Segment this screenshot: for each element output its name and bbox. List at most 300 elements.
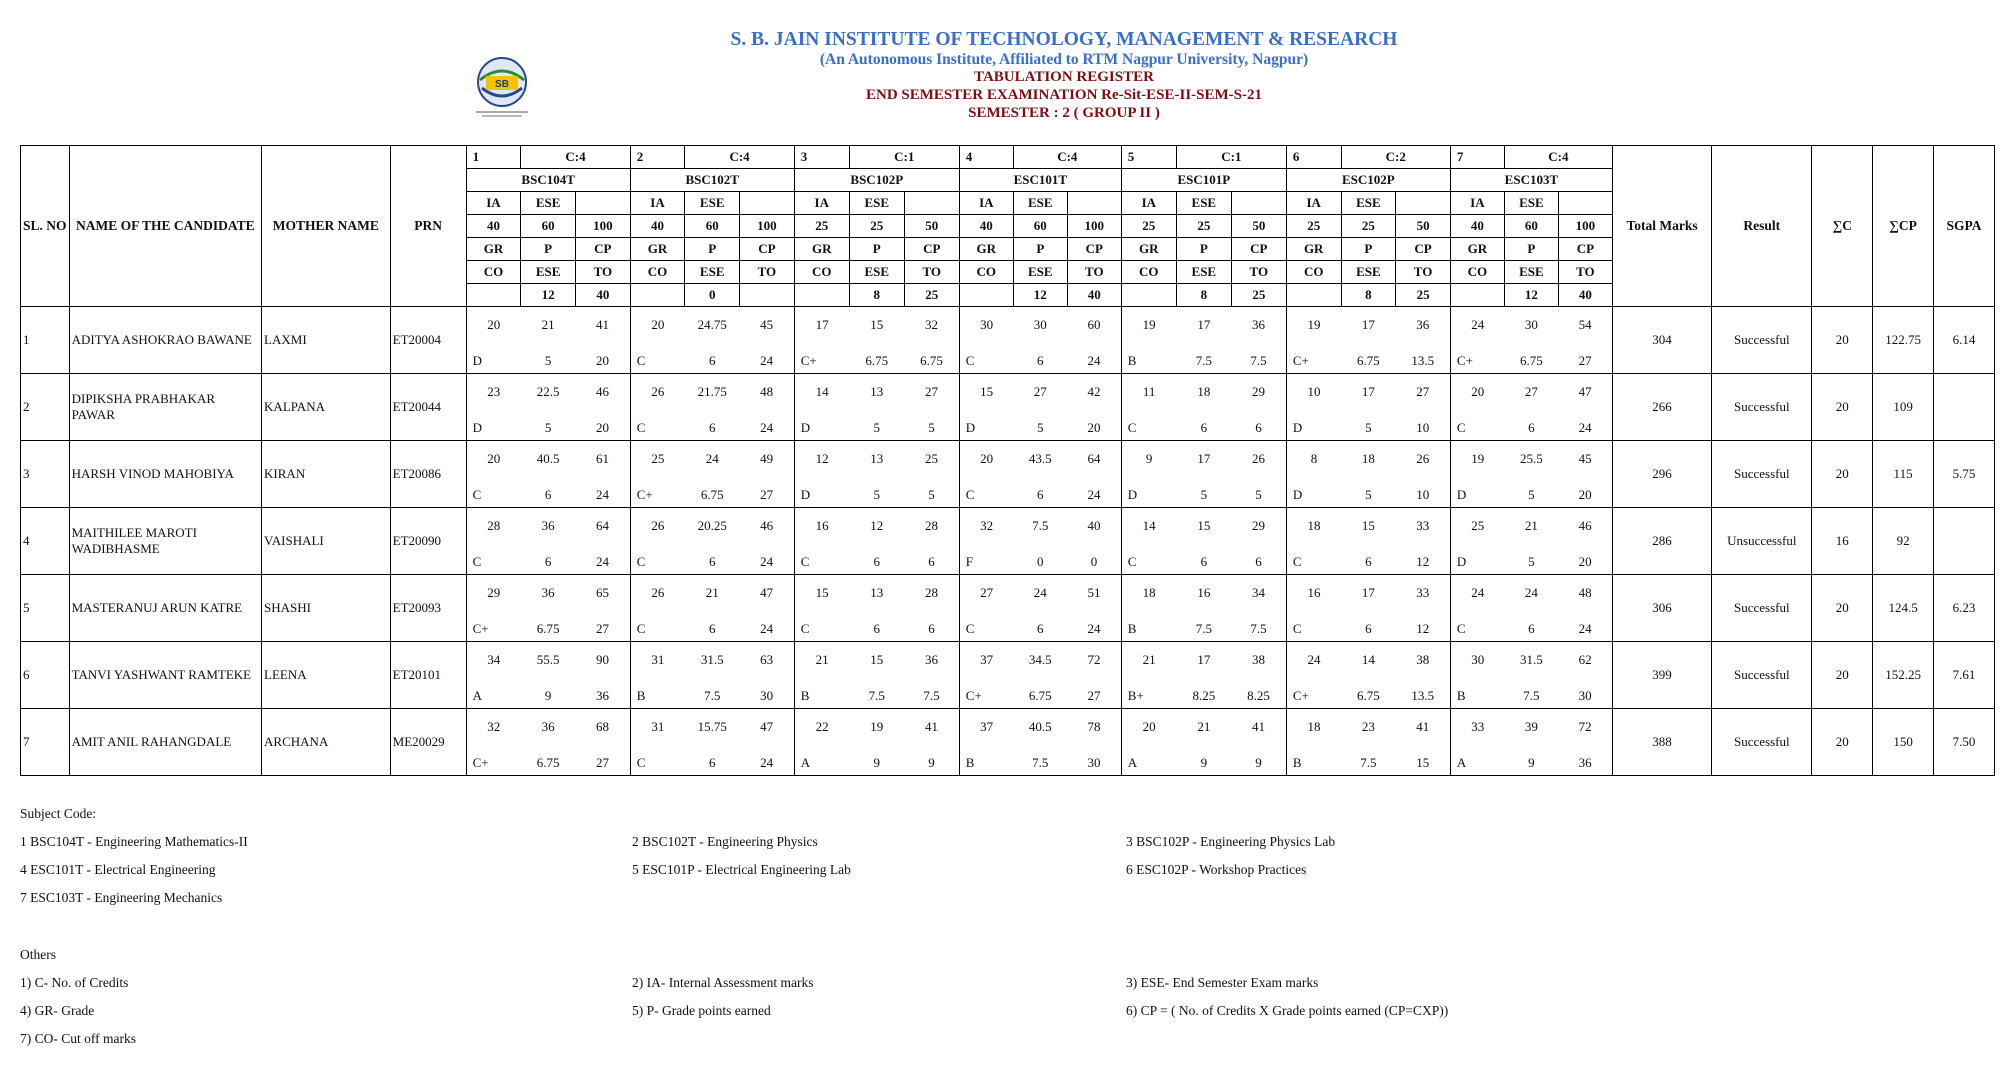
subject-code-item: 1 BSC104T - Engineering Mathematics-II [20, 834, 248, 849]
subject-r3-cell: GR [630, 238, 685, 261]
subject-r3-cell: P [1013, 238, 1067, 261]
grade-value: C [1127, 420, 1137, 435]
sum-credits-cell: 20 [1812, 307, 1873, 374]
grade-value: B [1292, 755, 1302, 770]
ese-label: ESE [1504, 192, 1558, 215]
grade-value: 24 [1578, 621, 1592, 636]
grade-value: 6 [708, 755, 716, 770]
grade-value: 6 [928, 621, 935, 636]
candidate-name-cell: DIPIKSHA PRABHAKAR PAWAR [69, 374, 261, 441]
marks-value: 15 [980, 384, 994, 399]
subject-code: ESC101T [959, 169, 1121, 192]
marks-value: 9 [1145, 451, 1153, 466]
marks-value: 21.75 [697, 384, 727, 399]
grade-value: C+ [472, 621, 489, 636]
subject-r4-cell: ESE [1013, 261, 1067, 284]
ia-label: IA [1121, 192, 1176, 215]
prn-cell: ET20004 [390, 307, 466, 374]
marks-value: 36 [1416, 317, 1430, 332]
marks-value: 36 [541, 585, 555, 600]
grade-value: C+ [636, 487, 653, 502]
grade-value: 6 [1528, 420, 1535, 435]
grade-value: 8.25 [1247, 688, 1270, 703]
marks-value: 30 [1471, 652, 1485, 667]
marks-value: 19 [1307, 317, 1321, 332]
subject-r3-cell: CP [1231, 238, 1286, 261]
marks-value: 47 [760, 585, 774, 600]
header-row [21, 146, 1995, 169]
marks-value: 37 [980, 652, 994, 667]
marks-value: 14 [1361, 652, 1375, 667]
grade-value: 5 [1365, 487, 1372, 502]
subject-r3-cell: GR [1286, 238, 1341, 261]
marks-value: 72 [1578, 719, 1592, 734]
subject-code-heading: Subject Code: [20, 806, 97, 821]
subject-credit: C:4 [685, 146, 794, 169]
marks-value: 34.5 [1028, 652, 1052, 667]
marks-value: 41 [924, 719, 938, 734]
subject-max-cell: 40 [1450, 215, 1504, 238]
grade-value: 24 [760, 353, 774, 368]
marks-value: 10 [1307, 384, 1321, 399]
marks-value: 15 [870, 652, 884, 667]
subject-marks-cell [1450, 709, 1612, 776]
prn-cell: ET20044 [390, 374, 466, 441]
marks-value: 46 [1578, 518, 1592, 533]
marks-value: 38 [1252, 652, 1265, 667]
ia-label: IA [1286, 192, 1341, 215]
mother-name-cell: KALPANA [262, 374, 391, 441]
subject-cut-cell [1450, 284, 1504, 307]
subject-marks-cell [630, 709, 794, 776]
grade-value: 24 [1578, 420, 1592, 435]
sum-cp-cell: 92 [1873, 508, 1934, 575]
marks-value: 45 [760, 317, 774, 332]
subject-max-cell: 50 [1396, 215, 1451, 238]
grade-value: 30 [1087, 755, 1101, 770]
grade-value: B [636, 688, 646, 703]
subject-r3-cell: GR [959, 238, 1013, 261]
subject-number: 3 [794, 146, 849, 169]
subject-r4-cell: CO [1121, 261, 1176, 284]
subject-marks-cell [1121, 441, 1286, 508]
grade-value: 20 [1087, 420, 1101, 435]
subject-cut-cell: 40 [576, 284, 631, 307]
total-marks-header: Total Marks [1612, 146, 1711, 307]
subject-r4-cell: CO [1286, 261, 1341, 284]
subject-marks-cell [630, 508, 794, 575]
marks-value: 48 [760, 384, 774, 399]
marks-value: 28 [487, 518, 501, 533]
marks-value: 19 [870, 719, 884, 734]
marks-value: 12 [870, 518, 884, 533]
grade-value: 24 [596, 487, 609, 502]
grade-value: 5 [1037, 420, 1044, 435]
total-marks-cell: 296 [1612, 441, 1711, 508]
grade-value: D [1292, 420, 1303, 435]
grade-value: 24 [760, 420, 774, 435]
grade-value: 5 [1255, 487, 1262, 502]
grade-value: 9 [1200, 755, 1208, 770]
marks-value: 20 [487, 317, 501, 332]
sl-no-cell: 3 [21, 441, 70, 508]
marks-value: 20 [1471, 384, 1485, 399]
subject-max-cell: 25 [1286, 215, 1341, 238]
grade-value: D [800, 487, 811, 502]
subject-number: 5 [1121, 146, 1176, 169]
student-row [21, 575, 1995, 642]
marks-value: 24 [1471, 585, 1485, 600]
marks-value: 36 [1252, 317, 1265, 332]
subject-max-cell: 40 [959, 215, 1013, 238]
marks-value: 26 [1252, 451, 1265, 466]
grade-value: 9 [1528, 755, 1535, 770]
grade-value: C [1456, 621, 1466, 636]
marks-value: 30 [1524, 317, 1538, 332]
blank-cell [1231, 192, 1286, 215]
marks-value: 64 [596, 518, 609, 533]
subject-r3-cell: CP [740, 238, 795, 261]
affiliation-line: (An Autonomous Institute, Affiliated to RTM Nagpur University, Nagpur) [819, 51, 1309, 68]
grade-value: F [965, 554, 974, 569]
subject-marks-cell [1286, 508, 1450, 575]
subject-max-cell: 25 [1121, 215, 1176, 238]
sl-no-cell: 6 [21, 642, 70, 709]
ese-label: ESE [1176, 192, 1231, 215]
marks-value: 31.5 [1520, 652, 1543, 667]
grade-value: A [1127, 755, 1138, 770]
marks-value: 78 [1087, 719, 1101, 734]
subject-marks-cell [1121, 508, 1286, 575]
subject-r3-cell: GR [1121, 238, 1176, 261]
grade-value: C [472, 487, 482, 502]
sl-no-cell: 1 [21, 307, 70, 374]
grade-value: C [636, 621, 646, 636]
subject-cut-cell: 25 [1396, 284, 1451, 307]
prn-cell: ME20029 [390, 709, 466, 776]
exam-title: END SEMESTER EXAMINATION Re-Sit-ESE-II-SEM-S-21 [865, 86, 1262, 103]
candidate-name-header: NAME OF THE CANDIDATE [69, 146, 261, 307]
student-row [21, 709, 1995, 776]
marks-value: 24 [1033, 585, 1047, 600]
grade-value: 6.75 [920, 353, 943, 368]
marks-value: 31 [651, 652, 665, 667]
marks-value: 21 [815, 652, 829, 667]
marks-value: 32 [487, 719, 501, 734]
sum-cp-header: ∑CP [1873, 146, 1934, 307]
total-marks-cell: 306 [1612, 575, 1711, 642]
marks-value: 48 [1578, 585, 1592, 600]
marks-value: 34 [487, 652, 501, 667]
subject-max-cell: 25 [849, 215, 904, 238]
marks-value: 46 [596, 384, 609, 399]
subject-marks-cell [630, 307, 794, 374]
grade-value: 0 [1090, 554, 1098, 569]
subject-marks-cell [1450, 441, 1612, 508]
subject-marks-cell [1121, 709, 1286, 776]
grade-value: 6 [708, 420, 716, 435]
grade-value: 6.75 [1356, 688, 1380, 703]
ese-label: ESE [849, 192, 904, 215]
grade-value: 36 [1578, 755, 1592, 770]
grade-value: D [965, 420, 976, 435]
marks-value: 15 [1197, 518, 1211, 533]
grade-value: 6 [1365, 554, 1372, 569]
ese-label: ESE [521, 192, 576, 215]
grade-value: D [1292, 487, 1303, 502]
marks-value: 33 [1416, 518, 1430, 533]
grade-value: 6 [1037, 487, 1044, 502]
subject-r4-cell: TO [1396, 261, 1451, 284]
grade-value: 20 [1578, 487, 1592, 502]
marks-value: 61 [596, 451, 609, 466]
prn-header: PRN [390, 146, 466, 307]
marks-value: 26 [651, 518, 665, 533]
subject-r3-cell: CP [576, 238, 631, 261]
grade-value: C [1127, 554, 1137, 569]
grade-value: B [800, 688, 810, 703]
subject-marks-cell [1286, 441, 1450, 508]
marks-value: 18 [1142, 585, 1156, 600]
grade-value: 7.5 [1360, 755, 1377, 770]
marks-value: 17 [1197, 451, 1211, 466]
grade-value: D [800, 420, 811, 435]
grade-value: C [1292, 554, 1302, 569]
marks-value: 62 [1578, 652, 1592, 667]
subject-marks-cell [959, 374, 1121, 441]
marks-value: 21 [541, 317, 555, 332]
sum-credits-header: ∑C [1812, 146, 1873, 307]
marks-value: 22.5 [536, 384, 560, 399]
subject-marks-cell [1450, 307, 1612, 374]
grade-value: 6 [708, 554, 716, 569]
grade-value: B [1127, 621, 1137, 636]
subject-r3-cell: P [1341, 238, 1396, 261]
result-cell: Successful [1712, 642, 1812, 709]
grade-value: 24 [760, 554, 774, 569]
ia-label: IA [466, 192, 521, 215]
subject-max-cell: 25 [794, 215, 849, 238]
marks-value: 27 [980, 585, 994, 600]
grade-value: 5 [1528, 554, 1535, 569]
result-cell: Successful [1712, 709, 1812, 776]
sum-cp-cell: 115 [1873, 441, 1934, 508]
marks-value: 27 [1033, 384, 1047, 399]
subject-marks-cell [794, 642, 959, 709]
grade-value: B+ [1127, 688, 1144, 703]
grade-value: 13.5 [1411, 688, 1435, 703]
subject-cut-cell [630, 284, 685, 307]
marks-value: 13 [870, 451, 884, 466]
marks-value: 13 [870, 585, 884, 600]
marks-value: 43.5 [1028, 451, 1052, 466]
subject-r4-cell: TO [1231, 261, 1286, 284]
grade-value: 5 [873, 420, 881, 435]
grade-value: 7.5 [1032, 755, 1049, 770]
marks-value: 18 [1307, 518, 1321, 533]
grade-value: C+ [800, 353, 817, 368]
subject-credit: C:4 [1504, 146, 1612, 169]
subject-max-cell: 50 [904, 215, 959, 238]
marks-value: 17 [1361, 384, 1375, 399]
subject-cut-cell [1286, 284, 1341, 307]
sl-no-cell: 2 [21, 374, 70, 441]
grade-value: C [1292, 621, 1302, 636]
subject-number: 6 [1286, 146, 1341, 169]
marks-value: 54 [1578, 317, 1592, 332]
grade-value: 5 [1200, 487, 1208, 502]
student-row [21, 307, 1995, 374]
marks-value: 11 [1142, 384, 1156, 399]
subject-r3-cell: P [521, 238, 576, 261]
legend-item: 6) CP = ( No. of Credits X Grade points earned (CP=CXP)) [1126, 1003, 1449, 1018]
marks-value: 13 [870, 384, 884, 399]
marks-value: 31.5 [700, 652, 724, 667]
marks-value: 31 [651, 719, 665, 734]
grade-value: 5 [1528, 487, 1535, 502]
sgpa-cell: 7.61 [1933, 642, 1994, 709]
grade-value: 9 [928, 755, 935, 770]
subject-marks-cell [466, 709, 630, 776]
grade-value: 24 [760, 755, 774, 770]
marks-value: 18 [1307, 719, 1321, 734]
subject-marks-cell [630, 575, 794, 642]
grade-value: D [1456, 554, 1467, 569]
grade-value: 6 [544, 554, 552, 569]
marks-value: 20 [487, 451, 501, 466]
subject-r3-cell: CP [1396, 238, 1451, 261]
grade-value: 6.75 [536, 621, 560, 636]
subject-cut-cell: 12 [1013, 284, 1067, 307]
marks-value: 60 [1087, 317, 1101, 332]
subject-r4-cell: CO [1450, 261, 1504, 284]
subject-marks-cell [466, 307, 630, 374]
total-marks-cell: 304 [1612, 307, 1711, 374]
subject-r3-cell: P [849, 238, 904, 261]
marks-value: 41 [1252, 719, 1265, 734]
subject-max-cell: 100 [1558, 215, 1612, 238]
marks-value: 18 [1197, 384, 1211, 399]
subject-marks-cell [630, 374, 794, 441]
subject-marks-cell [794, 508, 959, 575]
ese-label: ESE [685, 192, 740, 215]
subject-marks-cell [1286, 575, 1450, 642]
subject-marks-cell [1450, 642, 1612, 709]
marks-value: 32 [980, 518, 994, 533]
marks-value: 90 [596, 652, 609, 667]
result-cell: Unsuccessful [1712, 508, 1812, 575]
grade-value: 6 [1037, 353, 1044, 368]
grade-value: 7.5 [923, 688, 940, 703]
sl-no-header: SL. NO [21, 146, 70, 307]
grade-value: C+ [965, 688, 982, 703]
grade-value: 27 [760, 487, 774, 502]
subject-max-cell: 100 [576, 215, 631, 238]
marks-value: 24 [1307, 652, 1321, 667]
subject-marks-cell [1286, 642, 1450, 709]
grade-value: 6 [1200, 420, 1208, 435]
marks-value: 29 [1252, 518, 1265, 533]
grade-value: C [800, 621, 810, 636]
subject-r4-cell: TO [904, 261, 959, 284]
marks-value: 32 [924, 317, 938, 332]
marks-value: 30 [980, 317, 994, 332]
marks-value: 37 [980, 719, 994, 734]
subject-marks-cell [466, 508, 630, 575]
grade-value: B [965, 755, 975, 770]
marks-value: 19 [1471, 451, 1485, 466]
grade-value: 27 [596, 755, 609, 770]
grade-value: 6 [708, 621, 716, 636]
grade-value: A [472, 688, 483, 703]
subject-r4-cell: ESE [1504, 261, 1558, 284]
result-cell: Successful [1712, 441, 1812, 508]
subject-marks-cell [1121, 642, 1286, 709]
subject-r3-cell: CP [1067, 238, 1121, 261]
result-cell: Successful [1712, 307, 1812, 374]
grade-value: 10 [1416, 487, 1430, 502]
marks-value: 24.75 [697, 317, 727, 332]
grade-value: D [1127, 487, 1138, 502]
subject-marks-cell [1450, 374, 1612, 441]
subject-r3-cell: P [1504, 238, 1558, 261]
blank-cell [1558, 192, 1612, 215]
subject-max-cell: 25 [1176, 215, 1231, 238]
subject-r3-cell: GR [794, 238, 849, 261]
sum-cp-cell: 152.25 [1873, 642, 1934, 709]
subject-cut-cell: 25 [904, 284, 959, 307]
grade-value: C [636, 755, 646, 770]
blank-cell [740, 192, 795, 215]
subject-r4-cell: TO [1067, 261, 1121, 284]
legend-item: 3) ESE- End Semester Exam marks [1126, 975, 1319, 990]
grade-value: 12 [1416, 554, 1430, 569]
marks-value: 41 [596, 317, 609, 332]
subject-cut-cell [740, 284, 795, 307]
grade-value: 6 [873, 554, 881, 569]
grade-value: C [965, 621, 975, 636]
result-cell: Successful [1712, 575, 1812, 642]
ia-label: IA [959, 192, 1013, 215]
grade-value: 5 [544, 353, 552, 368]
marks-value: 64 [1087, 451, 1101, 466]
subject-r4-cell: TO [576, 261, 631, 284]
marks-value: 17 [1197, 317, 1211, 332]
marks-value: 14 [815, 384, 829, 399]
subject-number: 4 [959, 146, 1013, 169]
sum-credits-cell: 20 [1812, 374, 1873, 441]
marks-value: 16 [1197, 585, 1211, 600]
subject-cut-cell [466, 284, 521, 307]
subject-marks-cell [959, 508, 1121, 575]
marks-value: 27 [1416, 384, 1430, 399]
ia-label: IA [1450, 192, 1504, 215]
subject-number: 7 [1450, 146, 1504, 169]
prn-cell: ET20101 [390, 642, 466, 709]
grade-value: C+ [1292, 688, 1309, 703]
grade-value: 6 [1528, 621, 1535, 636]
marks-value: 47 [760, 719, 774, 734]
marks-value: 17 [815, 317, 829, 332]
subject-r3-cell: CP [1558, 238, 1612, 261]
grade-value: 8.25 [1192, 688, 1216, 703]
marks-value: 40.5 [1028, 719, 1052, 734]
subject-code: ESC101P [1121, 169, 1286, 192]
subject-code: BSC104T [466, 169, 630, 192]
grade-value: 7.5 [1250, 621, 1267, 636]
marks-value: 17 [1361, 317, 1375, 332]
blank-cell [1067, 192, 1121, 215]
